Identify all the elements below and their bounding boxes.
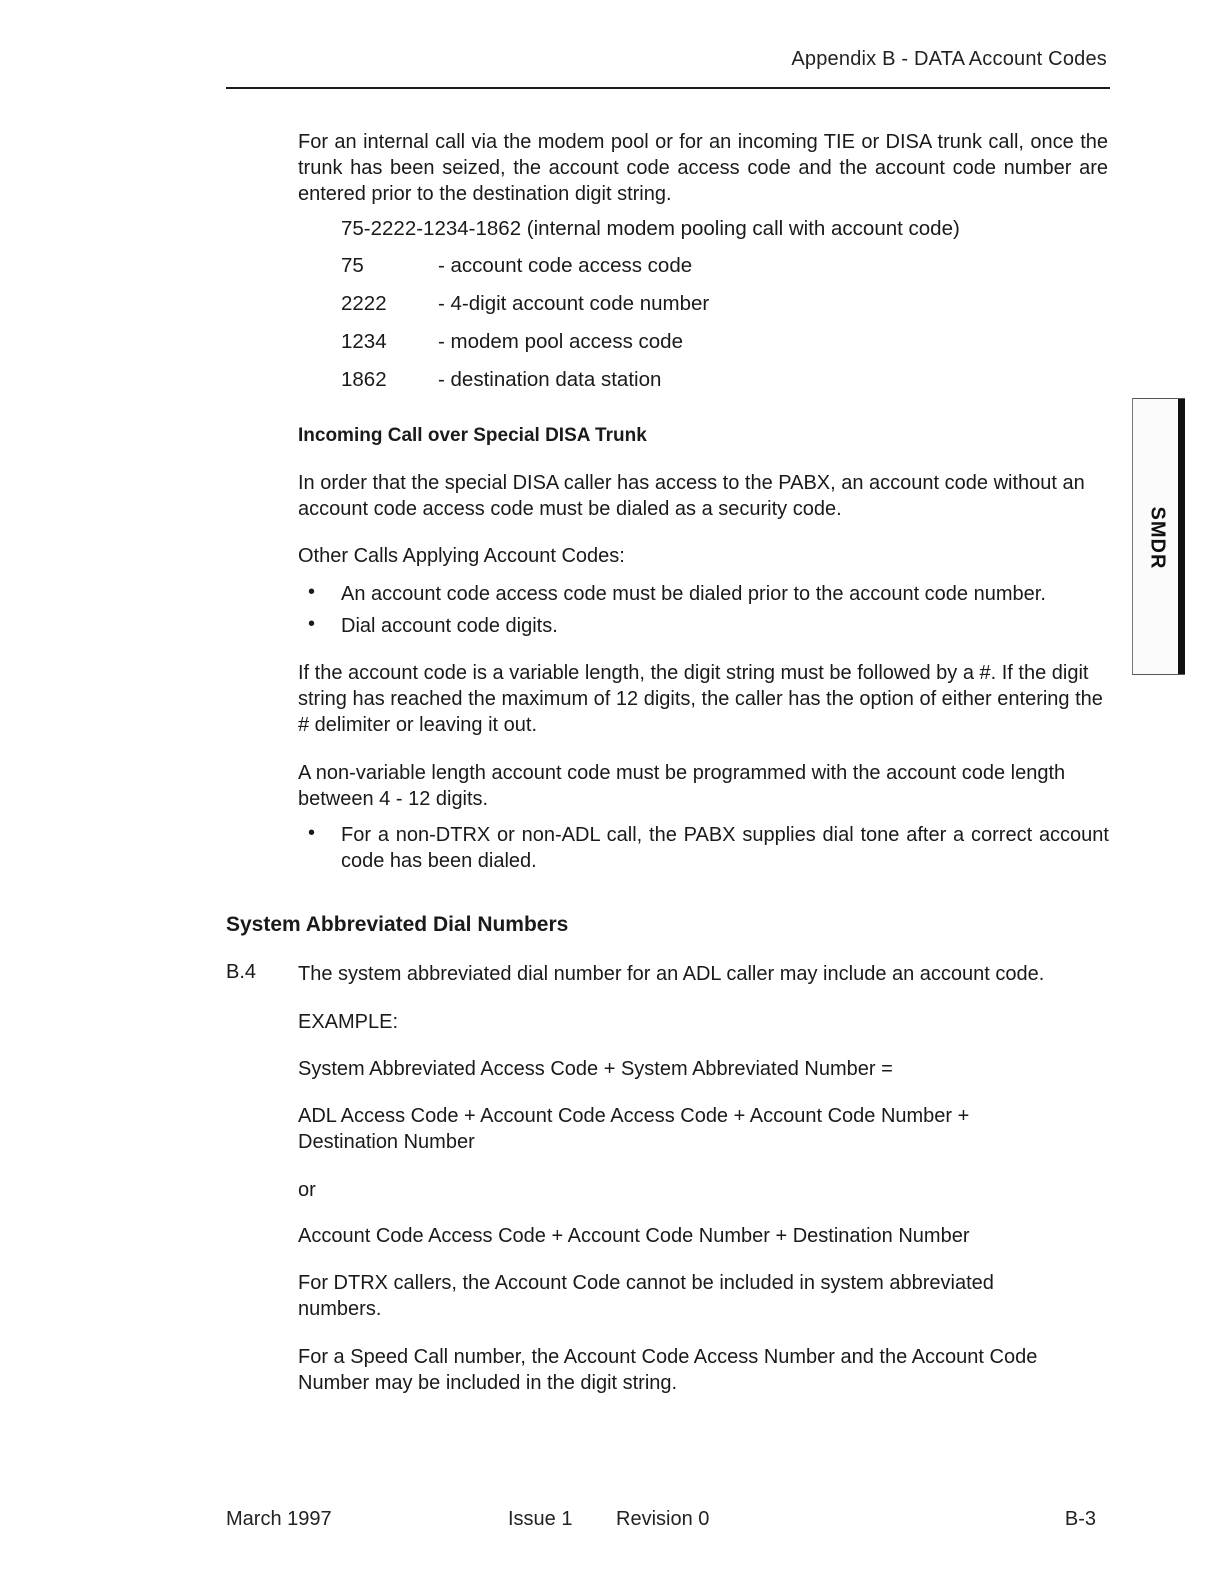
bullet-item: An account code access code must be dialed prior to the account code number. [341, 583, 1046, 605]
side-tab-bar [1178, 399, 1185, 674]
footer-page-number: B-3 [1064, 1508, 1096, 1530]
code-description: - destination data station [438, 368, 662, 391]
speed-call-paragraph: For a Speed Call number, the Account Code Access Number and the Account Code Number may be included in the digit string. [298, 1346, 1038, 1394]
formula-line: Account Code Access Code + Account Code Number + Destination Number [298, 1225, 970, 1247]
code-description: - 4-digit account code number [438, 292, 710, 315]
bullet-item: For a non-DTRX or non-ADL call, the PABX supplies dial tone after a correct account code has been dialed. [341, 824, 1109, 872]
section-intro: The system abbreviated dial number for an ADL caller may include an account code. [298, 963, 1045, 985]
footer-date: March 1997 [226, 1508, 332, 1530]
side-tab-label: SMDR [1146, 506, 1169, 570]
section-heading: System Abbreviated Dial Numbers [226, 913, 569, 936]
intro-paragraph: For an internal call via the modem pool or for an incoming TIE or DISA trunk call, once the trunk has been seized, the account code access code and the account code number are entered prior to the destination digit string. [298, 131, 1108, 205]
disa-subheading: Incoming Call over Special DISA Trunk [298, 425, 647, 446]
disa-paragraph: In order that the special DISA caller has access to the PABX, an account code without an account code access code must be dialed as a security code. [298, 472, 1085, 520]
code-number: 1862 [341, 368, 387, 391]
example-label: EXAMPLE: [298, 1011, 399, 1033]
code-number: 75 [341, 254, 364, 277]
formula-line: ADL Access Code + Account Code Access Code + Account Code Number + Destination Number [298, 1105, 970, 1153]
other-calls-label: Other Calls Applying Account Codes: [298, 545, 625, 567]
bullet-item: Dial account code digits. [341, 615, 558, 637]
example-dial-string: 75-2222-1234-1862 (internal modem pooling call with account code) [341, 217, 960, 240]
variable-length-paragraph: If the account code is a variable length, the digit string must be followed by a #. If the digit string has reached the maximum of 12 digits, the caller has the option of either entering the # delimiter or leaving it out. [298, 662, 1103, 736]
code-description: - modem pool access code [438, 330, 683, 353]
bullet-icon: • [308, 581, 316, 603]
footer-issue: Issue 1 [508, 1508, 573, 1530]
footer-revision: Revision 0 [616, 1508, 710, 1530]
code-number: 1234 [341, 330, 387, 353]
or-separator: or [298, 1179, 316, 1201]
section-number: B.4 [226, 961, 257, 983]
code-number: 2222 [341, 292, 387, 315]
dtrx-paragraph: For DTRX callers, the Account Code cannot be included in system abbreviated numbers. [298, 1272, 994, 1320]
page-header-title: Appendix B - DATA Account Codes [791, 48, 1107, 70]
bullet-icon: • [308, 822, 316, 844]
formula-line: System Abbreviated Access Code + System Abbreviated Number = [298, 1058, 893, 1080]
header-rule [226, 87, 1110, 89]
nonvariable-length-paragraph: A non-variable length account code must be programmed with the account code length between 4 - 12 digits. [298, 762, 1066, 810]
code-description: - account code access code [438, 254, 693, 277]
bullet-icon: • [308, 613, 316, 635]
